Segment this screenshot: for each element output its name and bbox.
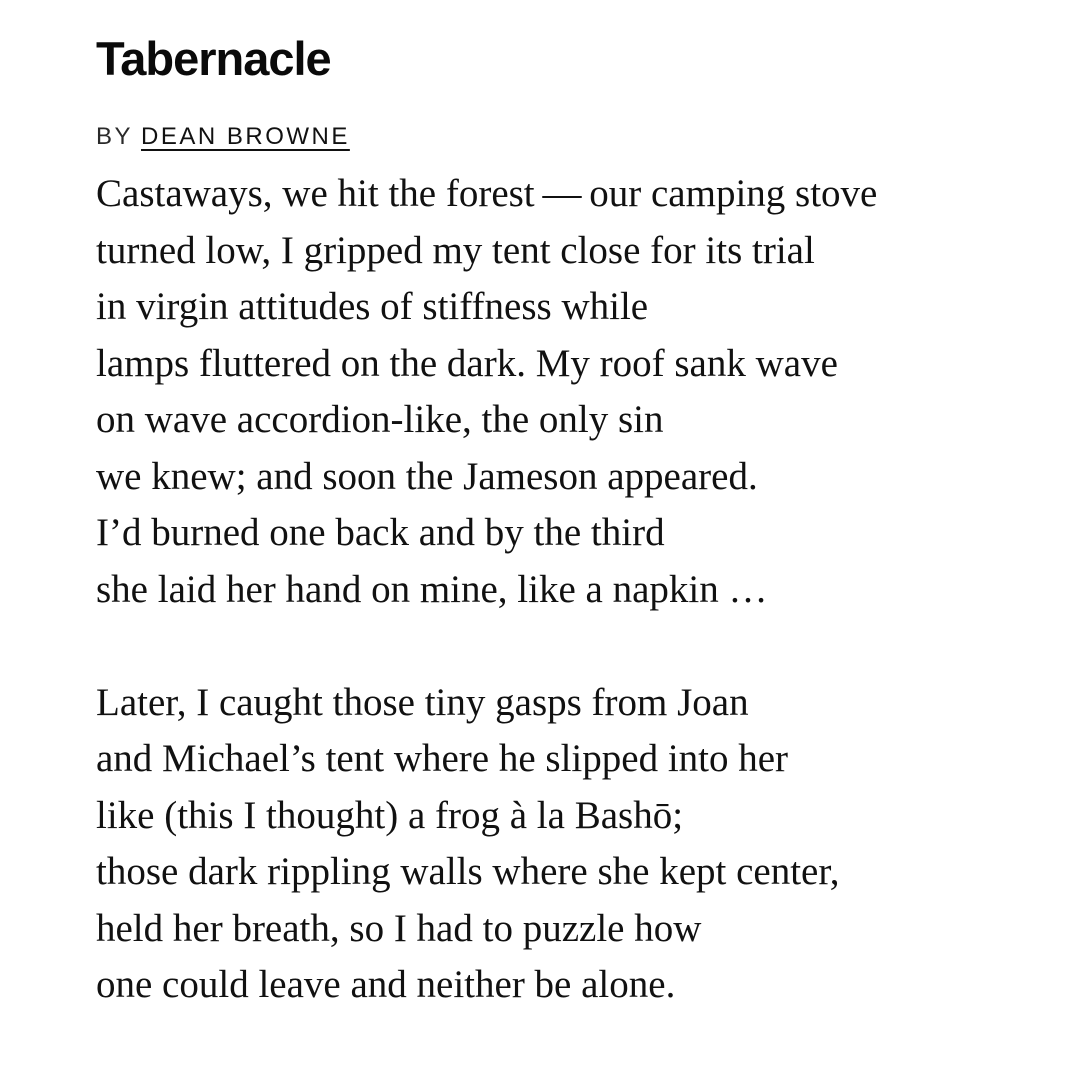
poem-line: on wave accordion-like, the only sin [96,398,664,441]
author-link[interactable]: DEAN BROWNE [141,123,350,150]
poem-line: held her breath, so I had to puzzle how [96,906,702,950]
poem-line: those dark rippling walls where she kept center, [96,850,840,893]
byline [96,122,1080,152]
poem-line: I’d burned one back and by the third [96,511,665,554]
stanza-1 [96,166,1080,618]
poem-line: Later, I caught those tiny gasps from Joan [96,680,749,724]
poem-line: turned low, I gripped my tent close for its trial [96,228,815,272]
stanza-2 [96,675,1080,1014]
poem-title: Tabernacle [96,32,331,85]
poem-line: Castaways, we hit the forest — our camping stove [96,172,878,215]
poem-line: in virgin attitudes of stiffness while [96,285,649,328]
byline-prefix: BY [96,123,134,150]
poem-line: and Michael’s tent where he slipped into her [96,737,789,780]
poem-body [96,166,1080,1014]
poem-line: like (this I thought) a frog à la Bashō; [96,793,684,837]
poem-line: lamps fluttered on the dark. My roof sank wave [96,341,838,385]
poem-line: we knew; and soon the Jameson appeared. [96,454,758,498]
poem-line: one could leave and neither be alone. [96,963,676,1006]
poem-line: she laid her hand on mine, like a napkin … [96,567,768,611]
